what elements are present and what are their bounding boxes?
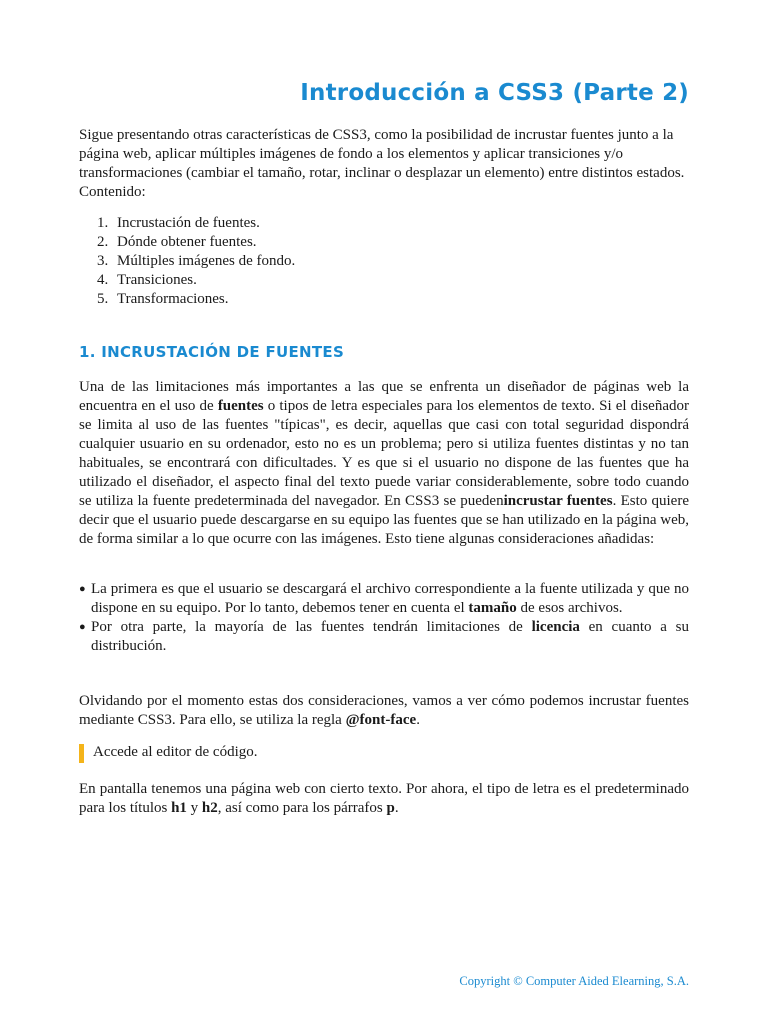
fontface-paragraph: Olvidando por el momento estas dos consideraciones, vamos a ver cómo podemos incrustar fuentes mediante CSS3. Para ello, se utiliza la regla @font-face. — [79, 693, 689, 728]
bullet-icon: ● — [79, 621, 86, 633]
intro-paragraph: Sigue presentando otras características de CSS3, como la posibilidad de incrustar fuentes junto a la página web, aplicar múltiples imágenes de fondo a los elementos y aplicar transiciones y/o transformaciones (cambiar el tamaño, rotar, inclinar o desplazar un elemento) entre distintos estados. Contenido: — [79, 127, 685, 200]
note-marker-icon — [79, 744, 84, 763]
document-page — [79, 0, 689, 1024]
toc-item: 5. Transformaciones. — [97, 291, 229, 307]
considerations-list — [79, 580, 689, 656]
editor-paragraph: En pantalla tenemos una página web con cierto texto. Por ahora, el tipo de letra es el predeterminado para los títulos h1 y h2, así como para los párrafos p. — [79, 781, 689, 816]
section-paragraph-fonts: Una de las limitaciones más importantes a las que se enfrenta un diseñador de páginas web la encuentra en el uso de fuentes o tipos de letra especiales para los elementos de texto. Si el diseñador se limita al uso de las fuentes "típicas", es decir, aquellas que casi con total seguridad dispondrá cualquier usuario en su ordenador, esto no es un problema; pero si utiliza fuentes distintas y no tan habituales, se encontrará con dificultades. Y es que si el usuario no dispone de las fuentes que ha utilizado el diseñador, el aspecto final del texto puede variar considerablemente, sobre todo cuando se utiliza la fuente predeterminada del navegador. En CSS3 se puedenincrustar fuentes. Esto quiere decir que el usuario puede descargarse en su equipo las fuentes que se han utilizado en la página web, de forma similar a lo que ocurre con las imágenes. Esto tiene algunas consideraciones añadidas: — [79, 379, 689, 547]
list-item: ● La primera es que el usuario se descargará el archivo correspondiente a la fuente utilizada y que no dispone en su equipo. Por lo tanto, debemos tener en cuenta el tamaño de esos archivos. — [79, 581, 689, 616]
toc-item: 2. Dónde obtener fuentes. — [97, 234, 257, 250]
list-item: ● Por otra parte, la mayoría de las fuentes tendrán limitaciones de licencia en cuanto a su distribución. — [79, 619, 689, 654]
copyright-footer: Copyright © Computer Aided Elearning, S.A. — [459, 974, 689, 988]
instruction-note: Accede al editor de código. — [79, 743, 258, 762]
table-of-contents — [79, 214, 295, 309]
section-heading: 1. INCRUSTACIÓN DE FUENTES — [79, 343, 345, 361]
toc-item: 1. Incrustación de fuentes. — [97, 215, 260, 231]
bullet-icon: ● — [79, 583, 86, 595]
page-title: Introducción a CSS3 (Parte 2) — [300, 80, 689, 106]
toc-item: 4. Transiciones. — [97, 272, 197, 288]
toc-item: 3. Múltiples imágenes de fondo. — [97, 253, 296, 269]
